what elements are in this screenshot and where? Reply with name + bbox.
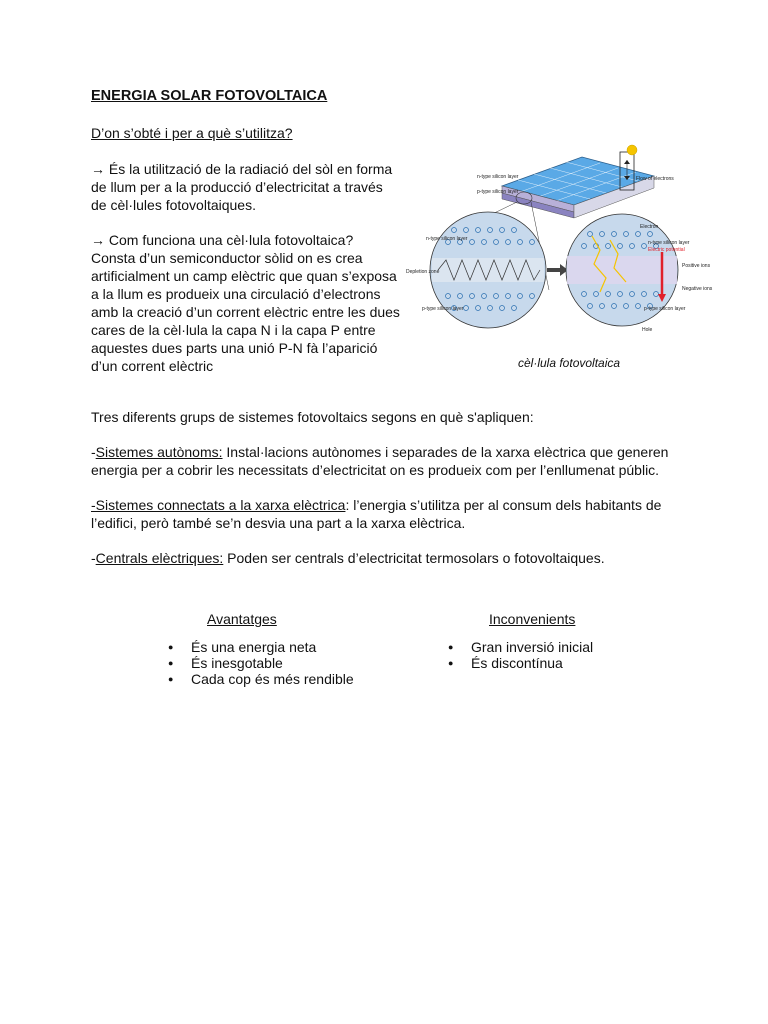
system-power-plants-text: Poden ser centrals d’electricitat termosolars o fotovoltaiques. (223, 550, 605, 566)
answer-paragraph-2: → Com funciona una cèl·lula fotovoltaica? Consta d’un semiconductor sòlid on es crea artificialment un camp elèctric que quan s’exposa a la llum es produeix una circulació d’electrons amb la creació d’un corrent elèctric entre les dues cares de la cèl·lula la capa N i la capa P entre aquestes dues parts una unió P-N fà l’aparició d’un corrent elèctric (91, 232, 400, 374)
label-depletion: Depletion zone (406, 269, 440, 275)
system-connected-name: -Sistemes connectats a la xarxa elèctrica (91, 497, 346, 513)
label-ptype-left: p-type silicon layer (422, 306, 464, 312)
label-hole: Hole (642, 327, 653, 333)
system-power-plants-prefix: - (91, 550, 96, 566)
answer-paragraph-1: → És la utilització de la radiació del sòl en forma de llum per a la producció d’electricitat a través de cèl·lules fotovoltaiques. (91, 161, 393, 213)
figure-caption: cèl·lula fotovoltaica (518, 356, 621, 370)
label-positive-ions: Positive ions (682, 263, 711, 269)
sun-icon (627, 145, 637, 155)
system-autonomous-prefix: - (91, 444, 96, 460)
list-item: ● Gran inversió inicial (448, 639, 593, 655)
advantages-heading: Avantatges (207, 611, 277, 627)
label-flow: Flow of electrons (636, 176, 674, 182)
label-negative-ions: Negative ions (682, 286, 713, 292)
label-electric-potential: Electric potential (648, 247, 685, 253)
system-autonomous-text: Instal·lacions autònomes i separades de la xarxa elèctrica que generen energia per a cobrir les necessitats d’electricitat on es produeix com per l’enllumenat públic. (91, 444, 669, 478)
label-ptype-top: p-type silicon layer (477, 189, 519, 195)
system-power-plants-name: Centrals elèctriques: (95, 550, 224, 566)
list-item: ● És discontínua (448, 655, 593, 671)
label-ptype-right: p-type silicon layer (644, 306, 686, 312)
label-ntype-left: n-type silicon layer (426, 236, 468, 242)
groups-intro: Tres diferents grups de sistemes fotovoltaics segons en què s'apliquen: (91, 409, 534, 425)
solar-panel-illustration (502, 157, 654, 218)
solar-cell-diagram (404, 140, 728, 340)
list-item: ● És una energia neta (168, 639, 354, 655)
label-ntype-right: n-type silicon layer (648, 240, 690, 246)
disadvantages-heading: Inconvenients (489, 611, 576, 627)
system-autonomous (91, 443, 691, 479)
system-connected (91, 496, 691, 532)
label-ntype-top: n-type silicon layer (477, 174, 519, 180)
section-question: D’on s’obté i per a què s’utilitza? (91, 125, 293, 141)
label-electron: Electron (640, 224, 659, 230)
system-autonomous-name: Sistemes autònoms: (95, 444, 223, 460)
system-connected-text: : l’energia s’utilitza per al consum dels habitants de l’edifici, però també se’n desvia una part a la xarxa elèctrica. (91, 497, 662, 531)
system-power-plants (91, 549, 691, 567)
document-title: ENERGIA SOLAR FOTOVOLTAICA (91, 88, 328, 104)
list-item: ● És inesgotable (168, 655, 354, 671)
list-item: ● Cada cop és més rendible (168, 671, 354, 687)
disadvantages-list (448, 639, 593, 671)
advantages-list (168, 639, 354, 687)
